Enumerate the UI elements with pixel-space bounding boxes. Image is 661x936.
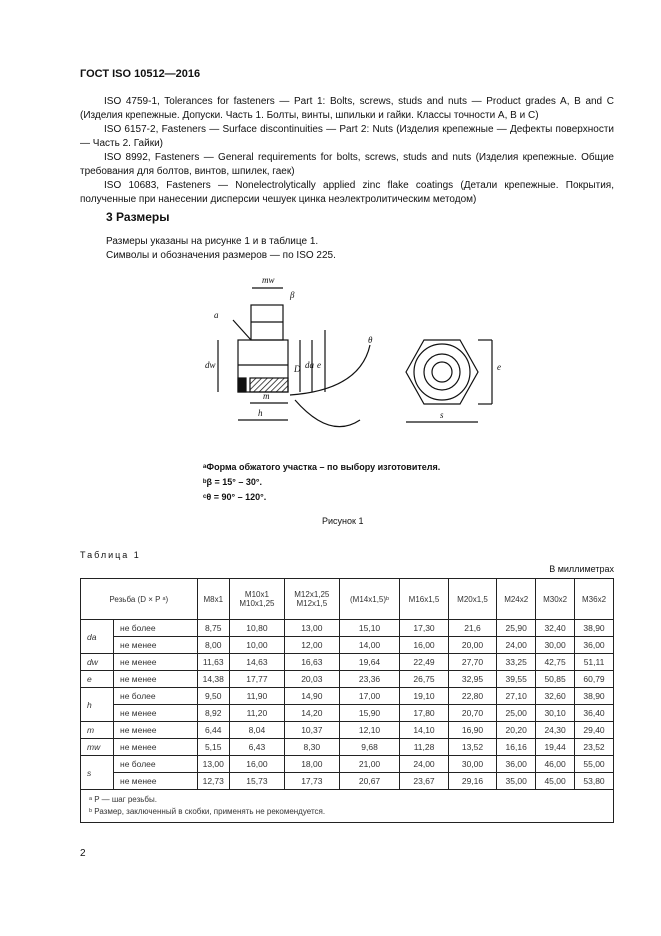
label-dw: dw xyxy=(205,360,216,370)
value-cell: 23,67 xyxy=(400,773,448,790)
value-cell: 14,00 xyxy=(339,637,400,654)
value-cell: 32,40 xyxy=(536,620,575,637)
table-row xyxy=(81,739,614,756)
value-cell: 8,30 xyxy=(284,739,339,756)
value-cell: 9,68 xyxy=(339,739,400,756)
table-row xyxy=(81,722,614,739)
value-cell: 15,10 xyxy=(339,620,400,637)
label-beta: β xyxy=(290,290,295,300)
value-cell: 17,30 xyxy=(400,620,448,637)
value-cell: 23,52 xyxy=(575,739,614,756)
table-row xyxy=(81,705,614,722)
figure-note: ᵇβ = 15° – 30°. xyxy=(203,477,262,487)
condition-cell: не менее xyxy=(114,739,198,756)
condition-cell: не менее xyxy=(114,773,198,790)
dimensions-table xyxy=(80,578,614,823)
header-cell: M16x1,5 xyxy=(400,579,448,620)
value-cell: 35,00 xyxy=(497,773,536,790)
condition-cell: не более xyxy=(114,756,198,773)
value-cell: 17,73 xyxy=(284,773,339,790)
value-cell: 16,63 xyxy=(284,654,339,671)
symbol-cell: da xyxy=(81,620,114,654)
value-cell: 16,00 xyxy=(400,637,448,654)
footnote: ᵇ Размер, заключенный в скобки, применять не рекомендуется. xyxy=(89,807,326,816)
figure-note: ᵃФорма обжатого участка – по выбору изготовителя. xyxy=(203,462,441,472)
label-D: D xyxy=(294,364,301,374)
label-mw: mw xyxy=(262,275,275,285)
table-header-row xyxy=(81,579,614,620)
label-theta: θ xyxy=(368,335,373,345)
condition-cell: не менее xyxy=(114,671,198,688)
value-cell: 30,00 xyxy=(536,637,575,654)
condition-cell: не менее xyxy=(114,637,198,654)
intro-line: Размеры указаны на рисунке 1 и в таблице 1. xyxy=(106,236,319,247)
value-cell: 14,38 xyxy=(197,671,229,688)
symbol-cell: h xyxy=(81,688,114,722)
table-row xyxy=(81,671,614,688)
value-cell: 13,00 xyxy=(197,756,229,773)
table-units: В миллиметрах xyxy=(549,564,614,574)
value-cell: 8,00 xyxy=(197,637,229,654)
value-cell: 20,00 xyxy=(448,637,496,654)
value-cell: 32,95 xyxy=(448,671,496,688)
value-cell: 29,16 xyxy=(448,773,496,790)
value-cell: 25,90 xyxy=(497,620,536,637)
value-cell: 15,73 xyxy=(229,773,284,790)
label-m: m xyxy=(263,391,270,401)
value-cell: 14,10 xyxy=(400,722,448,739)
label-s: s xyxy=(440,410,444,420)
value-cell: 10,80 xyxy=(229,620,284,637)
value-cell: 14,20 xyxy=(284,705,339,722)
symbol-cell: s xyxy=(81,756,114,790)
value-cell: 27,70 xyxy=(448,654,496,671)
value-cell: 22,80 xyxy=(448,688,496,705)
value-cell: 24,30 xyxy=(536,722,575,739)
value-cell: 19,10 xyxy=(400,688,448,705)
value-cell: 42,75 xyxy=(536,654,575,671)
section-title: 3 Размеры xyxy=(106,210,170,224)
value-cell: 20,03 xyxy=(284,671,339,688)
value-cell: 36,40 xyxy=(575,705,614,722)
label-e-top: e xyxy=(497,362,501,372)
reference-item: ISO 6157-2, Fasteners — Surface discontinuities — Part 2: Nuts (Изделия крепежные — Дефекты поверхности — Часть 2. Гайки) xyxy=(80,124,614,149)
value-cell: 16,90 xyxy=(448,722,496,739)
value-cell: 60,79 xyxy=(575,671,614,688)
table-row xyxy=(81,637,614,654)
header-cell: M8x1 xyxy=(197,579,229,620)
header-cell: M10x1 M10x1,25 xyxy=(229,579,284,620)
header-cell: M36x2 xyxy=(575,579,614,620)
label-e: e xyxy=(317,360,321,370)
intro-line: Символы и обозначения размеров — по ISO 225. xyxy=(106,250,336,261)
table-title: Таблица 1 xyxy=(80,550,141,560)
value-cell: 27,10 xyxy=(497,688,536,705)
value-cell: 32,60 xyxy=(536,688,575,705)
value-cell: 39,55 xyxy=(497,671,536,688)
value-cell: 6,43 xyxy=(229,739,284,756)
value-cell: 22,49 xyxy=(400,654,448,671)
header-cell: M12x1,25 M12x1,5 xyxy=(284,579,339,620)
value-cell: 12,73 xyxy=(197,773,229,790)
reference-item: ISO 4759-1, Tolerances for fasteners — Part 1: Bolts, screws, studs and nuts — Product grades A, B and C (Изделия крепежные. Допуски. Часть 1. Болты, винты, шпильки и гайки. Классы точности A, B и C) xyxy=(80,96,614,121)
symbol-cell: m xyxy=(81,722,114,739)
value-cell: 46,00 xyxy=(536,756,575,773)
value-cell: 8,92 xyxy=(197,705,229,722)
value-cell: 24,00 xyxy=(497,637,536,654)
header-cell: M20x1,5 xyxy=(448,579,496,620)
table-row xyxy=(81,654,614,671)
footnote-row xyxy=(81,790,614,823)
condition-cell: не менее xyxy=(114,654,198,671)
value-cell: 19,44 xyxy=(536,739,575,756)
reference-item: ISO 8992, Fasteners — General requirements for bolts, screws, studs and nuts (Изделия крепежные. Общие требования для болтов, винтов, шпилек, гаек) xyxy=(80,152,614,177)
condition-cell: не менее xyxy=(114,705,198,722)
value-cell: 11,63 xyxy=(197,654,229,671)
value-cell: 23,36 xyxy=(339,671,400,688)
table-row xyxy=(81,756,614,773)
value-cell: 15,90 xyxy=(339,705,400,722)
value-cell: 33,25 xyxy=(497,654,536,671)
footnote: ᵃ P — шаг резьбы. xyxy=(89,795,157,804)
value-cell: 20,67 xyxy=(339,773,400,790)
value-cell: 25,00 xyxy=(497,705,536,722)
value-cell: 11,28 xyxy=(400,739,448,756)
value-cell: 10,00 xyxy=(229,637,284,654)
value-cell: 20,20 xyxy=(497,722,536,739)
condition-cell: не более xyxy=(114,620,198,637)
value-cell: 55,00 xyxy=(575,756,614,773)
figure-caption: Рисунок 1 xyxy=(322,516,364,526)
value-cell: 13,00 xyxy=(284,620,339,637)
value-cell: 45,00 xyxy=(536,773,575,790)
header-cell: M24x2 xyxy=(497,579,536,620)
page-number: 2 xyxy=(80,848,86,859)
value-cell: 12,10 xyxy=(339,722,400,739)
symbol-cell: e xyxy=(81,671,114,688)
condition-cell: не менее xyxy=(114,722,198,739)
header-cell: Резьба (D × P ᵃ) xyxy=(81,579,198,620)
symbol-cell: mw xyxy=(81,739,114,756)
value-cell: 38,90 xyxy=(575,620,614,637)
value-cell: 12,00 xyxy=(284,637,339,654)
value-cell: 30,00 xyxy=(448,756,496,773)
header-cell: M30x2 xyxy=(536,579,575,620)
value-cell: 24,00 xyxy=(400,756,448,773)
reference-item: ISO 10683, Fasteners — Nonelectrolytically applied zinc flake coatings (Детали крепежные. Покрытия, полученные при нанесении дисперсии чешуек цинка неэлектролитическим методом) xyxy=(80,180,614,205)
value-cell: 14,90 xyxy=(284,688,339,705)
value-cell: 14,63 xyxy=(229,654,284,671)
value-cell: 30,10 xyxy=(536,705,575,722)
symbol-cell: dw xyxy=(81,654,114,671)
value-cell: 9,50 xyxy=(197,688,229,705)
label-da: da xyxy=(305,360,314,370)
label-h: h xyxy=(258,408,263,418)
value-cell: 18,00 xyxy=(284,756,339,773)
value-cell: 8,75 xyxy=(197,620,229,637)
value-cell: 21,00 xyxy=(339,756,400,773)
value-cell: 13,52 xyxy=(448,739,496,756)
condition-cell: не более xyxy=(114,688,198,705)
value-cell: 8,04 xyxy=(229,722,284,739)
table-row xyxy=(81,773,614,790)
value-cell: 17,80 xyxy=(400,705,448,722)
value-cell: 6,44 xyxy=(197,722,229,739)
value-cell: 20,70 xyxy=(448,705,496,722)
value-cell: 29,40 xyxy=(575,722,614,739)
value-cell: 53,80 xyxy=(575,773,614,790)
value-cell: 51,11 xyxy=(575,654,614,671)
value-cell: 16,00 xyxy=(229,756,284,773)
value-cell: 16,16 xyxy=(497,739,536,756)
header-cell: (M14x1,5)ᵇ xyxy=(339,579,400,620)
value-cell: 36,00 xyxy=(575,637,614,654)
value-cell: 11,90 xyxy=(229,688,284,705)
table-row xyxy=(81,688,614,705)
value-cell: 17,00 xyxy=(339,688,400,705)
document-header: ГОСТ ISO 10512—2016 xyxy=(80,68,201,80)
table-row xyxy=(81,620,614,637)
value-cell: 17,77 xyxy=(229,671,284,688)
value-cell: 5,15 xyxy=(197,739,229,756)
value-cell: 36,00 xyxy=(497,756,536,773)
value-cell: 26,75 xyxy=(400,671,448,688)
label-a: a xyxy=(214,310,219,320)
value-cell: 21,6 xyxy=(448,620,496,637)
value-cell: 38,90 xyxy=(575,688,614,705)
figure-note: ᶜθ = 90° – 120°. xyxy=(203,492,267,502)
value-cell: 11,20 xyxy=(229,705,284,722)
value-cell: 19,64 xyxy=(339,654,400,671)
value-cell: 50,85 xyxy=(536,671,575,688)
value-cell: 10,37 xyxy=(284,722,339,739)
